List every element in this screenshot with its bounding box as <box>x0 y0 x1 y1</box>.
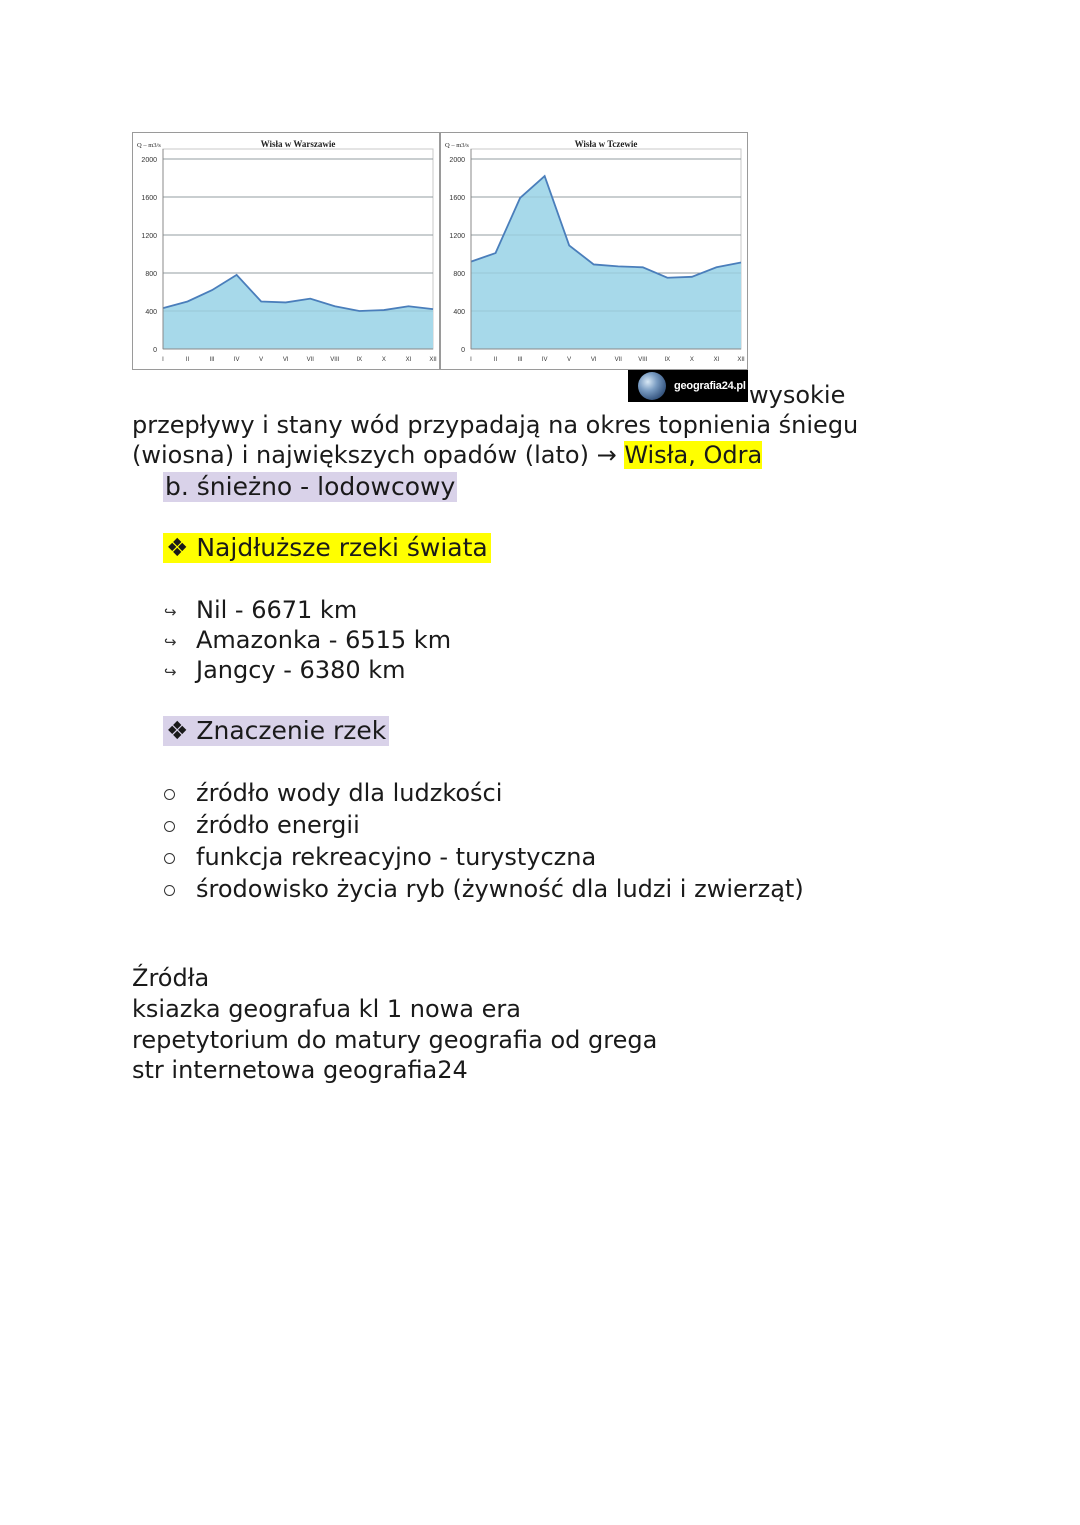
paragraph-line2: przepływy i stany wód przypadają na okres topnienia śniegu <box>132 411 859 439</box>
x-tick-label: VI <box>590 357 597 363</box>
source-line: ksiazka geografua kl 1 nowa era <box>132 995 521 1023</box>
logo-text: geografia24.pl <box>674 380 746 392</box>
paragraph-line3 <box>132 440 762 470</box>
x-tick-label: IV <box>233 357 240 363</box>
circle-bullet-icon <box>164 885 175 896</box>
y-axis-label: Q – m3/s <box>445 142 469 149</box>
x-tick-label: V <box>567 357 572 363</box>
x-tick-label: V <box>259 357 264 363</box>
y-tick-label: 800 <box>145 271 157 278</box>
chart-wisla-tczew <box>440 132 748 370</box>
x-tick-label: III <box>517 357 523 363</box>
y-tick-label: 0 <box>461 347 465 354</box>
x-tick-label: XI <box>713 357 720 363</box>
y-tick-label: 2000 <box>449 157 465 164</box>
x-tick-label: IX <box>664 357 671 363</box>
x-tick-label: X <box>381 357 386 363</box>
list-item: środowisko życia ryb (żywność dla ludzi i zwierząt) <box>196 875 804 903</box>
section-heading-river-importance: ❖ Znaczenie rzek <box>163 716 389 746</box>
circle-bullet-icon <box>164 821 175 832</box>
y-tick-label: 0 <box>153 347 157 354</box>
y-tick-label: 400 <box>145 309 157 316</box>
chart-title: Wisła w Tczewie <box>574 139 638 149</box>
arrow-bullet-icon: ↪ <box>164 603 177 621</box>
arrow-bullet-icon: ↪ <box>164 663 177 681</box>
source-line: repetytorium do matury geografia od grega <box>132 1026 658 1054</box>
list-item: funkcja rekreacyjno - turystyczna <box>196 843 597 871</box>
source-line: str internetowa geografia24 <box>132 1056 468 1084</box>
river-flow-charts <box>132 132 748 370</box>
x-tick-label: XII <box>429 357 437 363</box>
paragraph-line3-text: (wiosna) i największych opadów (lato) → <box>132 441 625 469</box>
y-tick-label: 1200 <box>141 233 157 240</box>
y-tick-label: 800 <box>453 271 465 278</box>
x-tick-label: XII <box>737 357 745 363</box>
geografia24-logo <box>628 370 748 402</box>
x-tick-label: I <box>470 357 472 363</box>
section-heading-longest-rivers: ❖ Najdłuższe rzeki świata <box>163 533 491 563</box>
chart-wisla-warszawa-svg <box>133 133 439 369</box>
x-tick-label: VII <box>306 357 314 363</box>
x-tick-label: IX <box>356 357 363 363</box>
circle-bullet-icon <box>164 789 175 800</box>
globe-icon <box>638 372 666 400</box>
x-tick-label: III <box>209 357 215 363</box>
y-axis-label: Q – m3/s <box>137 142 161 149</box>
x-tick-label: XI <box>405 357 412 363</box>
x-tick-label: II <box>185 357 190 363</box>
x-tick-label: VII <box>614 357 622 363</box>
x-tick-label: VIII <box>638 357 648 363</box>
chart-wisla-tczew-svg <box>441 133 747 369</box>
circle-bullet-icon <box>164 853 175 864</box>
list-item: Jangcy - 6380 km <box>196 656 406 684</box>
x-tick-label: IV <box>541 357 548 363</box>
chart-wisla-warszawa <box>132 132 440 370</box>
list-item: źródło energii <box>196 811 360 839</box>
y-tick-label: 1200 <box>449 233 465 240</box>
highlight-wisla-odra: Wisła, Odra <box>624 441 763 469</box>
x-tick-label: VI <box>282 357 289 363</box>
series-area <box>471 176 741 349</box>
list-item: Amazonka - 6515 km <box>196 626 452 654</box>
arrow-bullet-icon: ↪ <box>164 633 177 651</box>
chart-title: Wisła w Warszawie <box>260 139 336 149</box>
y-tick-label: 1600 <box>141 195 157 202</box>
list-item: źródło wody dla ludzkości <box>196 779 503 807</box>
paragraph-line1-tail: wysokie <box>749 381 846 409</box>
y-tick-label: 400 <box>453 309 465 316</box>
subheading-snow-glacial: b. śnieżno - lodowcowy <box>165 472 456 501</box>
x-tick-label: II <box>493 357 498 363</box>
y-tick-label: 2000 <box>141 157 157 164</box>
series-area <box>163 275 433 349</box>
y-tick-label: 1600 <box>449 195 465 202</box>
x-tick-label: I <box>162 357 164 363</box>
list-item: Nil - 6671 km <box>196 596 358 624</box>
sources-title: Źródła <box>132 964 210 992</box>
x-tick-label: X <box>689 357 694 363</box>
x-tick-label: VIII <box>330 357 340 363</box>
